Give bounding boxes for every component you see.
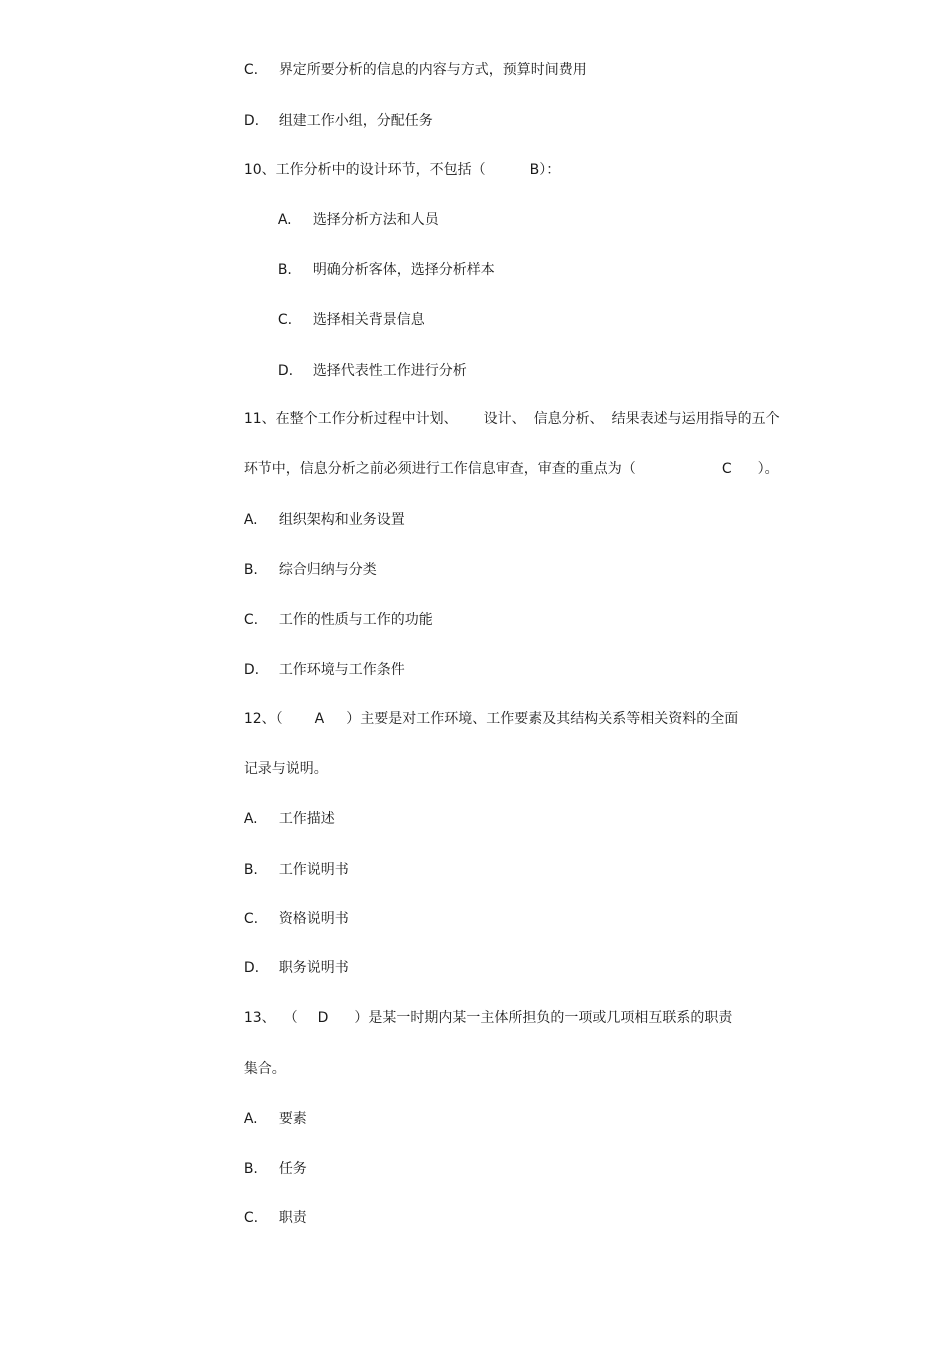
question-text: 集合。 [243,1061,286,1077]
option-label: A. [243,811,258,827]
question-text: 12、（ [243,711,283,727]
question-text-end: ）。 [757,461,779,477]
option-label: D. [243,113,260,129]
option-label: A. [243,1111,258,1127]
option-text: 综合归纳与分类 [278,562,377,578]
question-13-line-2 [226,1039,286,1077]
option-label: C. [277,312,293,328]
option-line [226,1188,307,1226]
question-text: 13、 [243,1010,276,1026]
option-label: B. [277,262,292,278]
option-text: 职务说明书 [278,960,349,976]
option-text: 选择相关背景信息 [312,312,425,328]
option-text: 明确分析客体，选择分析样本 [312,262,495,278]
option-label: D. [243,662,260,678]
option-label: D. [243,960,260,976]
option-line [226,540,377,578]
option-text: 组织架构和业务设置 [278,512,405,528]
question-text-end: ）主要是对工作环境、工作要素及其结构关系等相关资料的全面 [346,711,739,727]
question-11-line-2 [226,439,779,477]
question-13-line-1 [226,988,733,1026]
question-text: 信息分析、 [533,411,604,427]
option-line [226,590,433,628]
option-line [226,889,349,927]
option-text: 资格说明书 [278,911,349,927]
option-text: 工作描述 [278,811,335,827]
option-label: D. [277,363,294,379]
option-label: C. [243,612,259,628]
question-text: 设计、 [483,411,526,427]
option-line [260,290,425,328]
option-text: 工作的性质与工作的功能 [278,612,433,628]
option-text: 选择代表性工作进行分析 [312,363,467,379]
option-label: B. [243,862,258,878]
option-line [226,91,433,129]
option-line [226,640,405,678]
question-10 [226,140,561,178]
question-text: 11、在整个工作分析过程中计划、 [243,411,458,427]
option-label: A. [277,212,292,228]
question-text-end: ）是某一时期内某一主体所担负的一项或几项相互联系的职责 [354,1010,733,1026]
option-label: A. [243,512,258,528]
question-text: 记录与说明。 [243,761,328,777]
option-line [226,490,405,528]
question-text-end: ）： [539,162,561,178]
option-label: B. [243,562,258,578]
option-text: 要素 [278,1111,307,1127]
option-line [226,1139,307,1177]
option-line [226,938,349,976]
option-text: 组建工作小组，分配任务 [278,113,433,129]
option-label: B. [243,1161,258,1177]
answer-letter: C [721,461,732,477]
question-text: 10、工作分析中的设计环节，不包括（ [243,162,486,178]
option-line [226,1089,307,1127]
option-text: 工作说明书 [278,862,349,878]
question-text: 环节中，信息分析之前必须进行工作信息审查，审查的重点为（ [243,461,636,477]
option-line [226,789,335,827]
question-text: 结果表述与运用指导的五个 [611,411,780,427]
question-12-line-2 [226,739,328,777]
option-label: C. [243,911,259,927]
option-text: 职责 [278,1210,307,1226]
option-line [260,341,467,379]
question-12-line-1 [226,689,739,727]
option-line [260,240,495,278]
answer-letter: D [317,1010,329,1026]
option-label: C. [243,62,259,78]
option-label: C. [243,1210,259,1226]
option-text: 选择分析方法和人员 [312,212,439,228]
question-11-line-1 [226,389,780,427]
answer-letter: A [314,711,325,727]
option-line [226,40,587,78]
option-text: 任务 [278,1161,307,1177]
option-text: 界定所要分析的信息的内容与方式，预算时间费用 [278,62,587,78]
option-text: 工作环境与工作条件 [278,662,405,678]
question-text: （ [283,1010,298,1026]
option-line [226,840,349,878]
option-line [260,190,439,228]
answer-letter: B [529,162,540,178]
